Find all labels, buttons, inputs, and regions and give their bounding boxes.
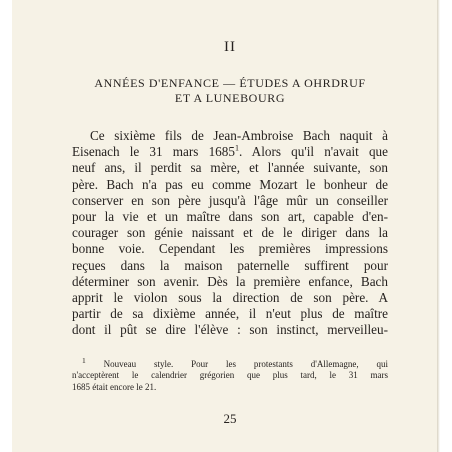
body-line: conserver en son père jusqu'à l'âge mûr un conseiller bbox=[72, 192, 388, 208]
footnote-line: n'acceptèrent le calendrier grégorien que plus tard, le 31 mars bbox=[72, 370, 388, 381]
body-line: dont il pût se dire l'élève : son instinct, merveilleu- bbox=[72, 322, 388, 338]
body-line: apprit le violon sous la direction de son père. A bbox=[72, 290, 388, 306]
footnote bbox=[72, 355, 388, 394]
chapter-number: II bbox=[224, 39, 236, 55]
footnote-marker: 1 bbox=[82, 355, 86, 365]
footnote-line: 1685 était encore le 21. bbox=[72, 381, 157, 392]
body-paragraph bbox=[72, 128, 388, 339]
body-line-text: . Alors qu'il n'avait que bbox=[238, 144, 388, 160]
body-line: déterminer son avenir. Dès la première enfance, Bach bbox=[72, 273, 388, 289]
body-line: reçues dans la maison paternelle suffirent pour bbox=[72, 257, 388, 273]
book-page bbox=[72, 38, 388, 427]
body-line: bonne voie. Cependant les premières impressions bbox=[72, 241, 388, 257]
body-line-text: Eisenach le 31 mars 1685 bbox=[72, 144, 235, 160]
body-line: courager son génie naissant et de le diriger dans la bbox=[72, 225, 388, 241]
body-line: Ce sixième fils de Jean-Ambroise Bach naquit à bbox=[90, 128, 388, 143]
body-line: partir de sa dixième année, il n'eut plus de maître bbox=[72, 306, 388, 322]
body-line: pour la vie et un maître dans son art, capable d'en- bbox=[72, 209, 388, 225]
body-line: père. Bach n'a pas eu comme Mozart le bonheur de bbox=[72, 176, 388, 192]
footnote-line-text: Nouveau style. Pour les protestants d'Allemagne, qui bbox=[103, 358, 389, 369]
footnote-line bbox=[72, 355, 388, 371]
body-line: neuf ans, il perdit sa mère, et l'année suivante, son bbox=[72, 160, 388, 176]
chapter-title bbox=[72, 76, 388, 106]
chapter-title-line: ET A LUNEBOURG bbox=[174, 91, 286, 105]
footnote-reference[interactable]: 1 bbox=[234, 143, 239, 153]
page-number: 25 bbox=[223, 411, 237, 427]
chapter-title-line: ANNÉES D'ENFANCE — ÉTUDES A OHRDRUF bbox=[94, 76, 366, 90]
page-edge bbox=[437, 0, 440, 452]
body-line bbox=[72, 144, 388, 160]
